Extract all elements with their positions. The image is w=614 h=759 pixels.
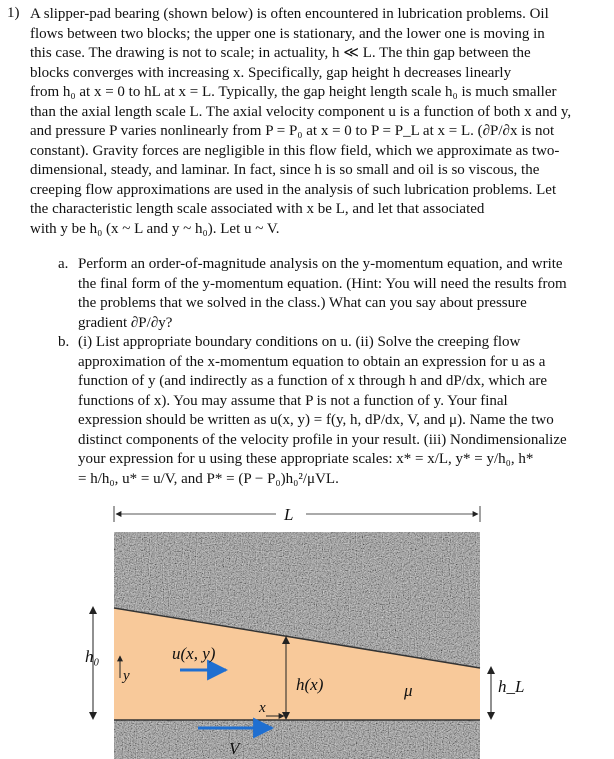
problem-line: creeping flow approximations are used in the analysis of such lubrication problems. Let — [30, 181, 557, 198]
velocity-V-label: V — [229, 739, 240, 758]
part-a-body — [78, 255, 608, 333]
problem-line: and pressure P varies nonlinearly from P = P₀ at x = 0 to P = P_L at x = L. (∂P/∂x is not — [30, 123, 555, 139]
bearing-drawing — [0, 488, 614, 759]
problem-line: with y be h₀ (x ~ L and y ~ h₀). Let u ~ V. — [30, 220, 280, 237]
problem-line: than the axial length scale L. The axial velocity component u is a function of both x and y, — [30, 103, 572, 120]
problem-line: blocks converges with increasing x. Specifically, gap height h decreases linearly — [30, 64, 512, 81]
hL-arrow-top — [487, 666, 495, 674]
hL-label: h_L — [498, 677, 525, 696]
part-a-line: the final form of the y-momentum equation. (Hint: You will need the results from — [78, 275, 567, 292]
part-b-line: functions of x). You may assume that P is not a function of y. Your final — [78, 392, 508, 409]
part-b-line: function of y (and indirectly as a function of x through h and dP/dx, which are — [78, 373, 548, 389]
part-a-line: gradient ∂P/∂y? — [78, 314, 173, 331]
lower-block-texture — [114, 720, 480, 759]
y-label: y — [123, 668, 130, 684]
part-b-line: approximation of the x-momentum equation to obtain an expression for u as a — [78, 353, 546, 370]
problem-number: 1) — [7, 5, 20, 21]
problem-line: flows between two blocks; the upper one is stationary, and the lower one is moving in — [30, 25, 545, 42]
h0-arrow-bottom — [89, 712, 97, 720]
problem-line: constant). Gravity forces are negligible in this flow field, which we approximate as two- — [30, 142, 560, 159]
hL-arrow-bottom — [487, 712, 495, 720]
problem-line: A slipper-pad bearing (shown below) is often encountered in lubrication problems. Oil — [30, 6, 549, 22]
x-label: x — [259, 700, 266, 716]
problem-line: from h₀ at x = 0 to hL at x = L. Typically, the gap height length scale h₀ is much smaller — [30, 84, 557, 100]
part-b-label: b. — [58, 334, 70, 350]
h0-label: h₀ — [85, 647, 100, 666]
viscosity-label: μ — [404, 681, 413, 700]
h0-arrow-top — [89, 606, 97, 614]
hx-label: h(x) — [296, 675, 324, 694]
problem-statement — [30, 5, 602, 239]
problem-line: this case. The drawing is not to scale; in actuality, h ≪ L. The thin gap between the — [30, 45, 531, 61]
problem-line: the characteristic length scale associated with x be L, and let that associated — [30, 201, 485, 217]
velocity-u-label: u(x, y) — [172, 644, 216, 663]
part-b-line: (i) List appropriate boundary conditions on u. (ii) Solve the creeping flow — [78, 334, 521, 350]
part-b-line: expression should be written as u(x, y) = f(y, h, dP/dx, V, and μ). Name the two — [78, 412, 554, 428]
part-b-line: = h/h₀, u* = u/V, and P* = (P − P₀)h₀²/μVL. — [78, 470, 339, 487]
part-b-line: distinct components of the velocity profile in your result. (iii) Nondimensionalize — [78, 431, 567, 448]
problem-line: dimensional, steady, and laminar. In fact, since h is so small and oil is so viscous, the — [30, 162, 540, 178]
part-a-line: Perform an order-of-magnitude analysis on the y-momentum equation, and write — [78, 256, 563, 272]
part-b-line: your expression for u using these appropriate scales: x* = x/L, y* = y/h₀, h* — [78, 451, 534, 467]
slipper-bearing-figure — [0, 488, 614, 759]
part-a-label: a. — [58, 256, 69, 272]
part-b-body — [78, 333, 608, 489]
part-a-line: the problems that we solved in the class.) What can you say about pressure — [78, 295, 527, 311]
length-label: L — [284, 505, 294, 524]
